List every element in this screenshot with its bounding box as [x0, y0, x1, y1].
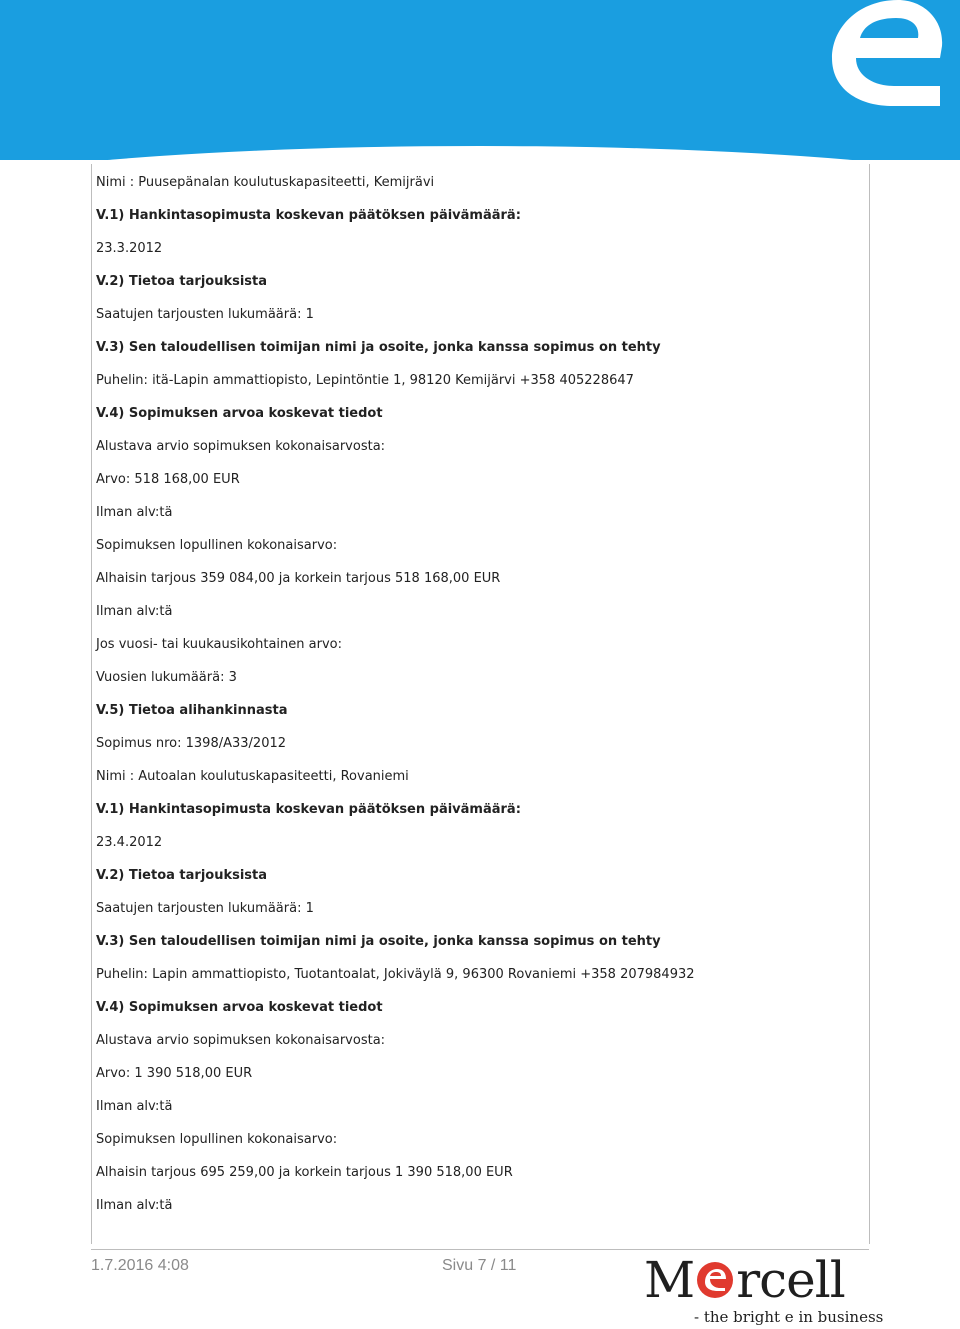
- text-line: Puhelin: Lapin ammattiopisto, Tuotantoalat, Jokiväylä 9, 96300 Rovaniemi +358 207984932: [96, 967, 695, 982]
- brand-e-icon: [820, 0, 950, 106]
- brand-letters: rcell: [736, 1251, 845, 1309]
- text-line: Ilman alv:tä: [96, 604, 173, 619]
- section-heading: V.4) Sopimuksen arvoa koskevat tiedot: [96, 1000, 383, 1015]
- text-line: Alustava arvio sopimuksen kokonaisarvosta:: [96, 439, 386, 454]
- text-line: Jos vuosi- tai kuukausikohtainen arvo:: [96, 637, 342, 652]
- section-heading: V.5) Tietoa alihankinnasta: [96, 703, 288, 718]
- section-heading: V.2) Tietoa tarjouksista: [96, 868, 268, 883]
- text-line: Alustava arvio sopimuksen kokonaisarvosta:: [96, 1033, 386, 1048]
- text-line: Sopimuksen lopullinen kokonaisarvo:: [96, 1132, 338, 1147]
- footer-page-number: Sivu 7 / 11: [442, 1257, 517, 1274]
- section-heading: V.1) Hankintasopimusta koskevan päätöksen päivämäärä:: [96, 208, 521, 223]
- text-line: Sopimuksen lopullinen kokonaisarvo:: [96, 538, 338, 553]
- section-heading: V.1) Hankintasopimusta koskevan päätöksen päivämäärä:: [96, 802, 521, 817]
- section-heading: V.4) Sopimuksen arvoa koskevat tiedot: [96, 406, 383, 421]
- brand-wordmark: [644, 1251, 845, 1309]
- text-line: Alhaisin tarjous 695 259,00 ja korkein tarjous 1 390 518,00 EUR: [96, 1165, 513, 1180]
- document-body: [96, 172, 856, 1228]
- footer-divider: [91, 1249, 869, 1250]
- text-line: Sopimus nro: 1398/A33/2012: [96, 736, 287, 751]
- header-banner: [0, 0, 960, 160]
- text-line: Saatujen tarjousten lukumäärä: 1: [96, 901, 314, 916]
- text-line: Arvo: 1 390 518,00 EUR: [96, 1066, 253, 1081]
- text-line: Alhaisin tarjous 359 084,00 ja korkein tarjous 518 168,00 EUR: [96, 571, 501, 586]
- brand-logo: [644, 1251, 884, 1328]
- text-line: 23.4.2012: [96, 835, 163, 850]
- text-line: Nimi : Autoalan koulutuskapasiteetti, Rovaniemi: [96, 769, 409, 784]
- footer-date: 1.7.2016 4:08: [91, 1257, 189, 1274]
- text-line: Saatujen tarjousten lukumäärä: 1: [96, 307, 314, 322]
- text-line: 23.3.2012: [96, 241, 163, 256]
- text-line: Nimi : Puusepänalan koulutuskapasiteetti, Kemijrävi: [96, 175, 435, 190]
- header-wave: [0, 146, 960, 160]
- section-heading: V.2) Tietoa tarjouksista: [96, 274, 268, 289]
- text-line: Puhelin: itä-Lapin ammattiopisto, Lepintöntie 1, 98120 Kemijärvi +358 405228647: [96, 373, 634, 388]
- text-line: Vuosien lukumäärä: 3: [96, 670, 237, 685]
- text-line: Ilman alv:tä: [96, 1099, 173, 1114]
- brand-letter-m: M: [644, 1251, 695, 1309]
- section-heading: V.3) Sen taloudellisen toimijan nimi ja osoite, jonka kanssa sopimus on tehty: [96, 934, 661, 949]
- text-line: Ilman alv:tä: [96, 505, 173, 520]
- section-heading: V.3) Sen taloudellisen toimijan nimi ja osoite, jonka kanssa sopimus on tehty: [96, 340, 661, 355]
- brand-tagline: - the bright e in business: [694, 1308, 884, 1326]
- brand-e-icon: [696, 1254, 734, 1292]
- text-line: Ilman alv:tä: [96, 1198, 173, 1213]
- text-line: Arvo: 518 168,00 EUR: [96, 472, 240, 487]
